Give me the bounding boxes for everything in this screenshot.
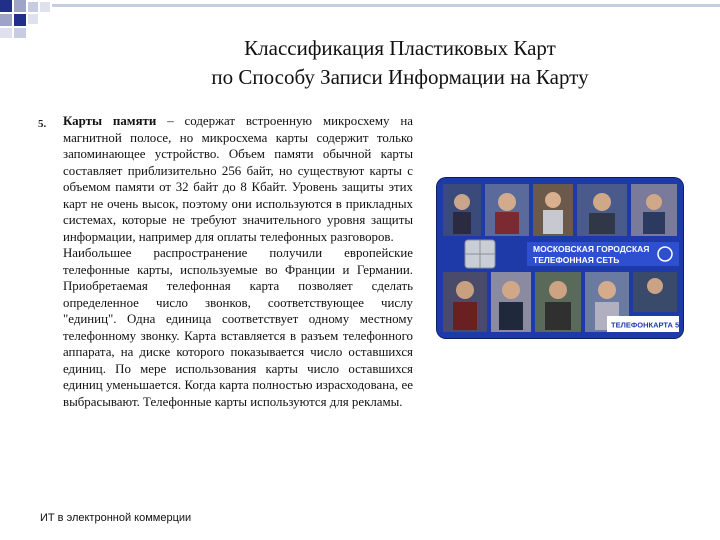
slide-footer: ИТ в электронной коммерции — [40, 512, 192, 524]
bold-term: Карты памяти — [63, 114, 157, 128]
paragraph-1-text: – содержат встроенную микросхему на магнитной полосе, но микросхема карты содержит только запоминающее устройство. Объем памяти обычной карты составляет приблизительно 256 байт, но существуют карты с объемом памяти от 32 байт до 8 Кбайт. Уровень защиты этих карт не очень высок, поэтому они используются в прикладных системах, которые не требуют значительного уровня защиты информации, например для оплаты телефонных разговоров. — [63, 114, 413, 244]
paragraph-2: Наибольшее распространение получили европейские телефонные карты, используемые во Франции и Германии. Приобретаемая телефонная карта позволяет сделать определенное число звонков, соответствующее числу "единиц". Одна единица соответствует одному местному телефонному звонку. Карта вставляется в разъем телефонного аппарата, на диске которого показывается число оставшихся единиц. По мере использования карты число оставшихся единиц уменьшается. Когда карта полностью израсходована, ее выбрасывают. Телефонные карты используются для рекламы. — [63, 246, 413, 409]
slide-title — [120, 34, 680, 92]
slide-body — [63, 113, 413, 410]
card-photo-grid-top — [443, 184, 677, 236]
title-line-2: по Способу Записи Информации на Карту — [211, 65, 589, 89]
title-line-1: Классификация Пластиковых Карт — [244, 36, 556, 60]
card-chip — [465, 240, 495, 268]
card-banner-line-2: ТЕЛЕФОННАЯ СЕТЬ — [533, 255, 620, 265]
phone-card-illustration — [437, 178, 683, 338]
list-number: 5. — [38, 118, 47, 130]
card-banner-line-1: МОСКОВСКАЯ ГОРОДСКАЯ — [533, 244, 650, 254]
card-badge: ТЕЛЕФОНКАРТА 50 — [611, 320, 683, 330]
paragraph-1 — [63, 113, 413, 245]
phone-card-image — [437, 178, 683, 338]
